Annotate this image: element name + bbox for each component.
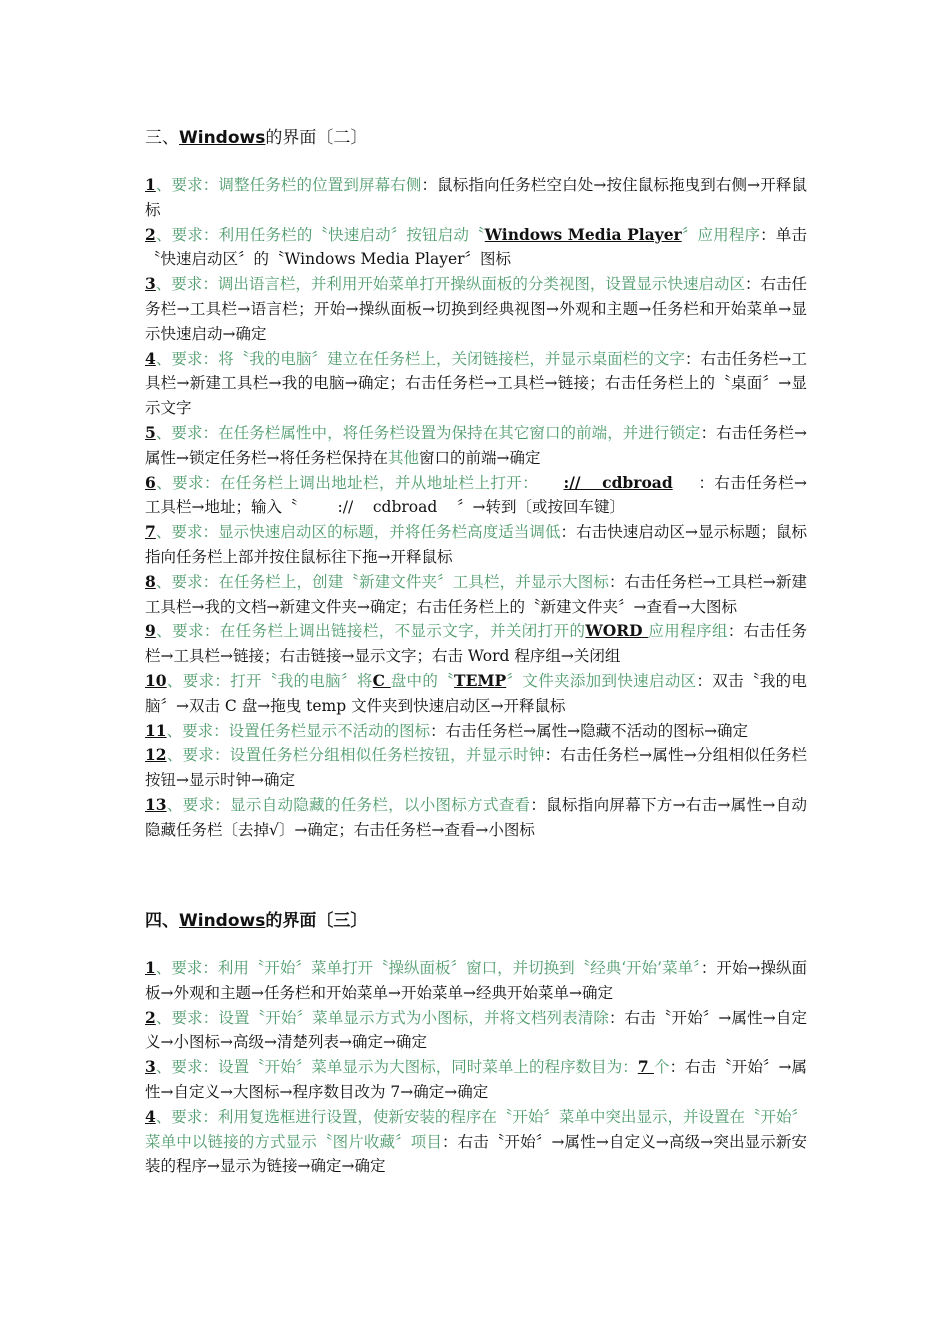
list-item: 4、要求：将〝我的电脑〞建立在任务栏上，关闭链接栏，并显示桌面栏的文字：右击任务栏→工具栏→新建工具栏→我的电脑→确定；右击任务栏→工具栏→链接；右击任务栏上的〝桌面〞→显示文字 <box>145 348 807 418</box>
list-item: 13、要求：显示自动隐藏的任务栏，以小图标方式查看：鼠标指向屏幕下方→右击→属性→自动隐藏任务栏〔去掉√〕→确定；右击任务栏→查看→小图标 <box>145 794 807 839</box>
list-item: 6、要求：在任务栏上调出地址栏，并从地址栏上打开： :// cdbroad ：右击任务栏→工具栏→地址；输入〝 :// cdbroad 〞→转到〔或按回车键〕 <box>145 472 807 517</box>
list-item: 5、要求：在任务栏属性中，将任务栏设置为保持在其它窗口的前端，并进行锁定：右击任务栏→属性→锁定任务栏→将任务栏保持在其他窗口的前端→确定 <box>145 422 807 467</box>
section-windows-interface-2 <box>145 123 807 843</box>
list-item: 1、要求：利用〝开始〞菜单打开〝操纵面板〞窗口，并切换到〝经典‘开始’菜单〞：开始→操纵面板→外观和主题→任务栏和开始菜单→开始菜单→经典开始菜单→确定 <box>145 958 807 1002</box>
list-item: 11、要求：设置任务栏显示不活动的图标：右击任务栏→属性→隐藏不活动的图标→确定 <box>145 720 749 740</box>
section-heading: 三、Windows的界面〔二〕 <box>145 128 368 148</box>
list-item: 12、要求：设置任务栏分组相似任务栏按钮，并显示时钟：右击任务栏→属性→分组相似任务栏按钮→显示时钟→确定 <box>145 745 807 790</box>
list-item: 3、要求：设置〝开始〞菜单显示为大图标，同时菜单上的程序数目为：7 个：右击〝开始〞→属性→自定义→大图标→程序数目改为 7→确定→确定 <box>145 1057 807 1101</box>
list-item: 4、要求：利用复选框进行设置，使新安装的程序在〝开始〞菜单中突出显示，并设置在〝开始〞菜单中以链接的方式显示〝图片收藏〞项目：右击〝开始〞→属性→自定义→高级→突出显示新安装的程序→显示为链接→确定→确定 <box>145 1106 807 1176</box>
list-item: 3、要求：调出语言栏，并利用开始菜单打开操纵面板的分类视图，设置显示快速启动区：右击任务栏→工具栏→语言栏；开始→操纵面板→切换到经典视图→外观和主题→任务栏和开始菜单→显示快速启动→确定 <box>145 274 807 343</box>
list-item: 2、要求：设置〝开始〞菜单显示方式为小图标，并将文档列表清除：右击〝开始〞→属性→自定义→小图标→高级→清楚列表→确定→确定 <box>145 1007 807 1052</box>
list-item: 7、要求：显示快速启动区的标题，并将任务栏高度适当调低：右击快速启动区→显示标题；鼠标指向任务栏上部并按住鼠标往下拖→开释鼠标 <box>145 522 807 566</box>
list-item: 1、要求：调整任务栏的位置到屏幕右侧：鼠标指向任务栏空白处→按住鼠标拖曳到右侧→开释鼠标 <box>145 175 807 219</box>
section-heading: 四、Windows的界面〔三〕 <box>145 911 368 931</box>
section-windows-interface-3 <box>145 906 807 1179</box>
url-link[interactable]: :// cdbroad <box>563 472 673 492</box>
list-item: 8、要求：在任务栏上，创建〝新建文件夹〞工具栏，并显示大图标：右击任务栏→工具栏→新建工具栏→我的文档→新建文件夹→确定；右击任务栏上的〝新建文件夹〞→查看→大图标 <box>145 571 807 616</box>
list-item: 10、要求：打开〝我的电脑〞将C 盘中的〝TEMP〞文件夹添加到快速启动区：双击〝我的电脑〞→双击 C 盘→拖曳 temp 文件夹到快速启动区→开释鼠标 <box>145 670 807 715</box>
list-item: 2、要求：利用任务栏的〝快速启动〞按钮启动〝Windows Media Player〞应用程序：单击〝快速启动区〞的〝Windows Media Player〞图标 <box>145 224 807 269</box>
list-item: 9、要求：在任务栏上调出链接栏，不显示文字，并关闭打开的WORD 应用程序组：右击任务栏→工具栏→链接；右击链接→显示文字；右击 Word 程序组→关闭组 <box>145 621 807 666</box>
